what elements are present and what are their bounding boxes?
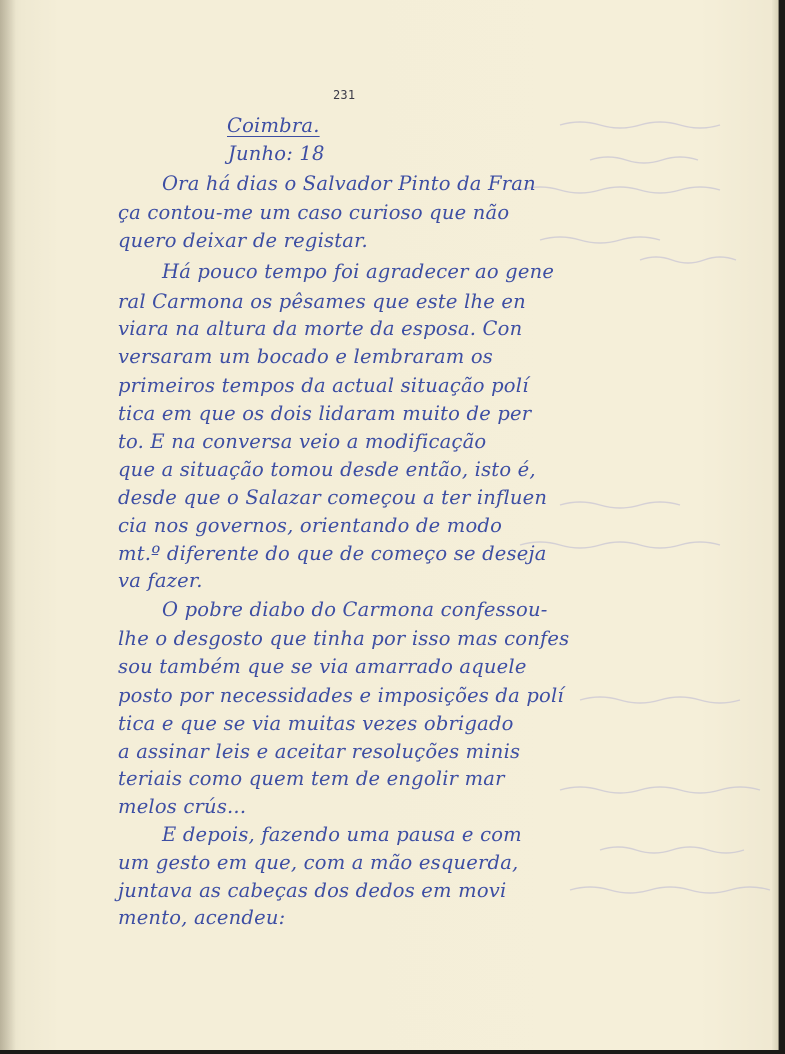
text-line: to. E na conversa veio a modificação	[118, 430, 487, 453]
text-line: desde que o Salazar começou a ter influen	[118, 486, 548, 509]
text-line: tica em que os dois lidaram muito de per	[118, 402, 532, 425]
text-line: juntava as cabeças dos dedos em movi	[118, 879, 507, 902]
text-line: E depois, fazendo uma pausa e com	[162, 823, 522, 846]
text-line: Há pouco tempo foi agradecer ao gene	[162, 260, 555, 283]
text-line: O pobre diabo do Carmona confessou-	[162, 598, 548, 621]
text-line: tica e que se via muitas vezes obrigado	[118, 712, 514, 735]
text-line: melos crús...	[118, 795, 247, 818]
text-line: mento, acendeu:	[118, 906, 286, 929]
text-line: quero deixar de registar.	[118, 229, 368, 252]
text-line: primeiros tempos da actual situação polí	[118, 374, 529, 397]
text-line: viara na altura da morte da esposa. Con	[118, 317, 523, 340]
place-heading: Coimbra.	[227, 114, 320, 137]
text-line: teriais como quem tem de engolir mar	[118, 767, 505, 790]
text-line: Ora há dias o Salvador Pinto da Fran	[162, 172, 536, 195]
text-line: versaram um bocado e lembraram os	[118, 345, 494, 368]
text-line: ral Carmona os pêsames que este lhe en	[118, 290, 526, 313]
text-line: ça contou-me um caso curioso que não	[118, 201, 510, 224]
text-line: sou também que se via amarrado aquele	[118, 655, 527, 678]
text-line: a assinar leis e aceitar resoluções minis	[118, 740, 521, 763]
page-number: 231	[333, 88, 356, 102]
text-line: que a situação tomou desde então, isto é,	[118, 458, 536, 481]
text-line: lhe o desgosto que tinha por isso mas confes	[118, 627, 570, 650]
text-line: um gesto em que, com a mão esquerda,	[118, 851, 519, 874]
text-line: posto por necessidades e imposições da polí	[118, 684, 564, 707]
entry-date: Junho: 18	[228, 142, 325, 165]
text-line: cia nos governos, orientando de modo	[118, 514, 503, 537]
text-line: mt.º diferente do que de começo se deseja	[118, 542, 547, 565]
text-line: va fazer.	[118, 569, 203, 592]
